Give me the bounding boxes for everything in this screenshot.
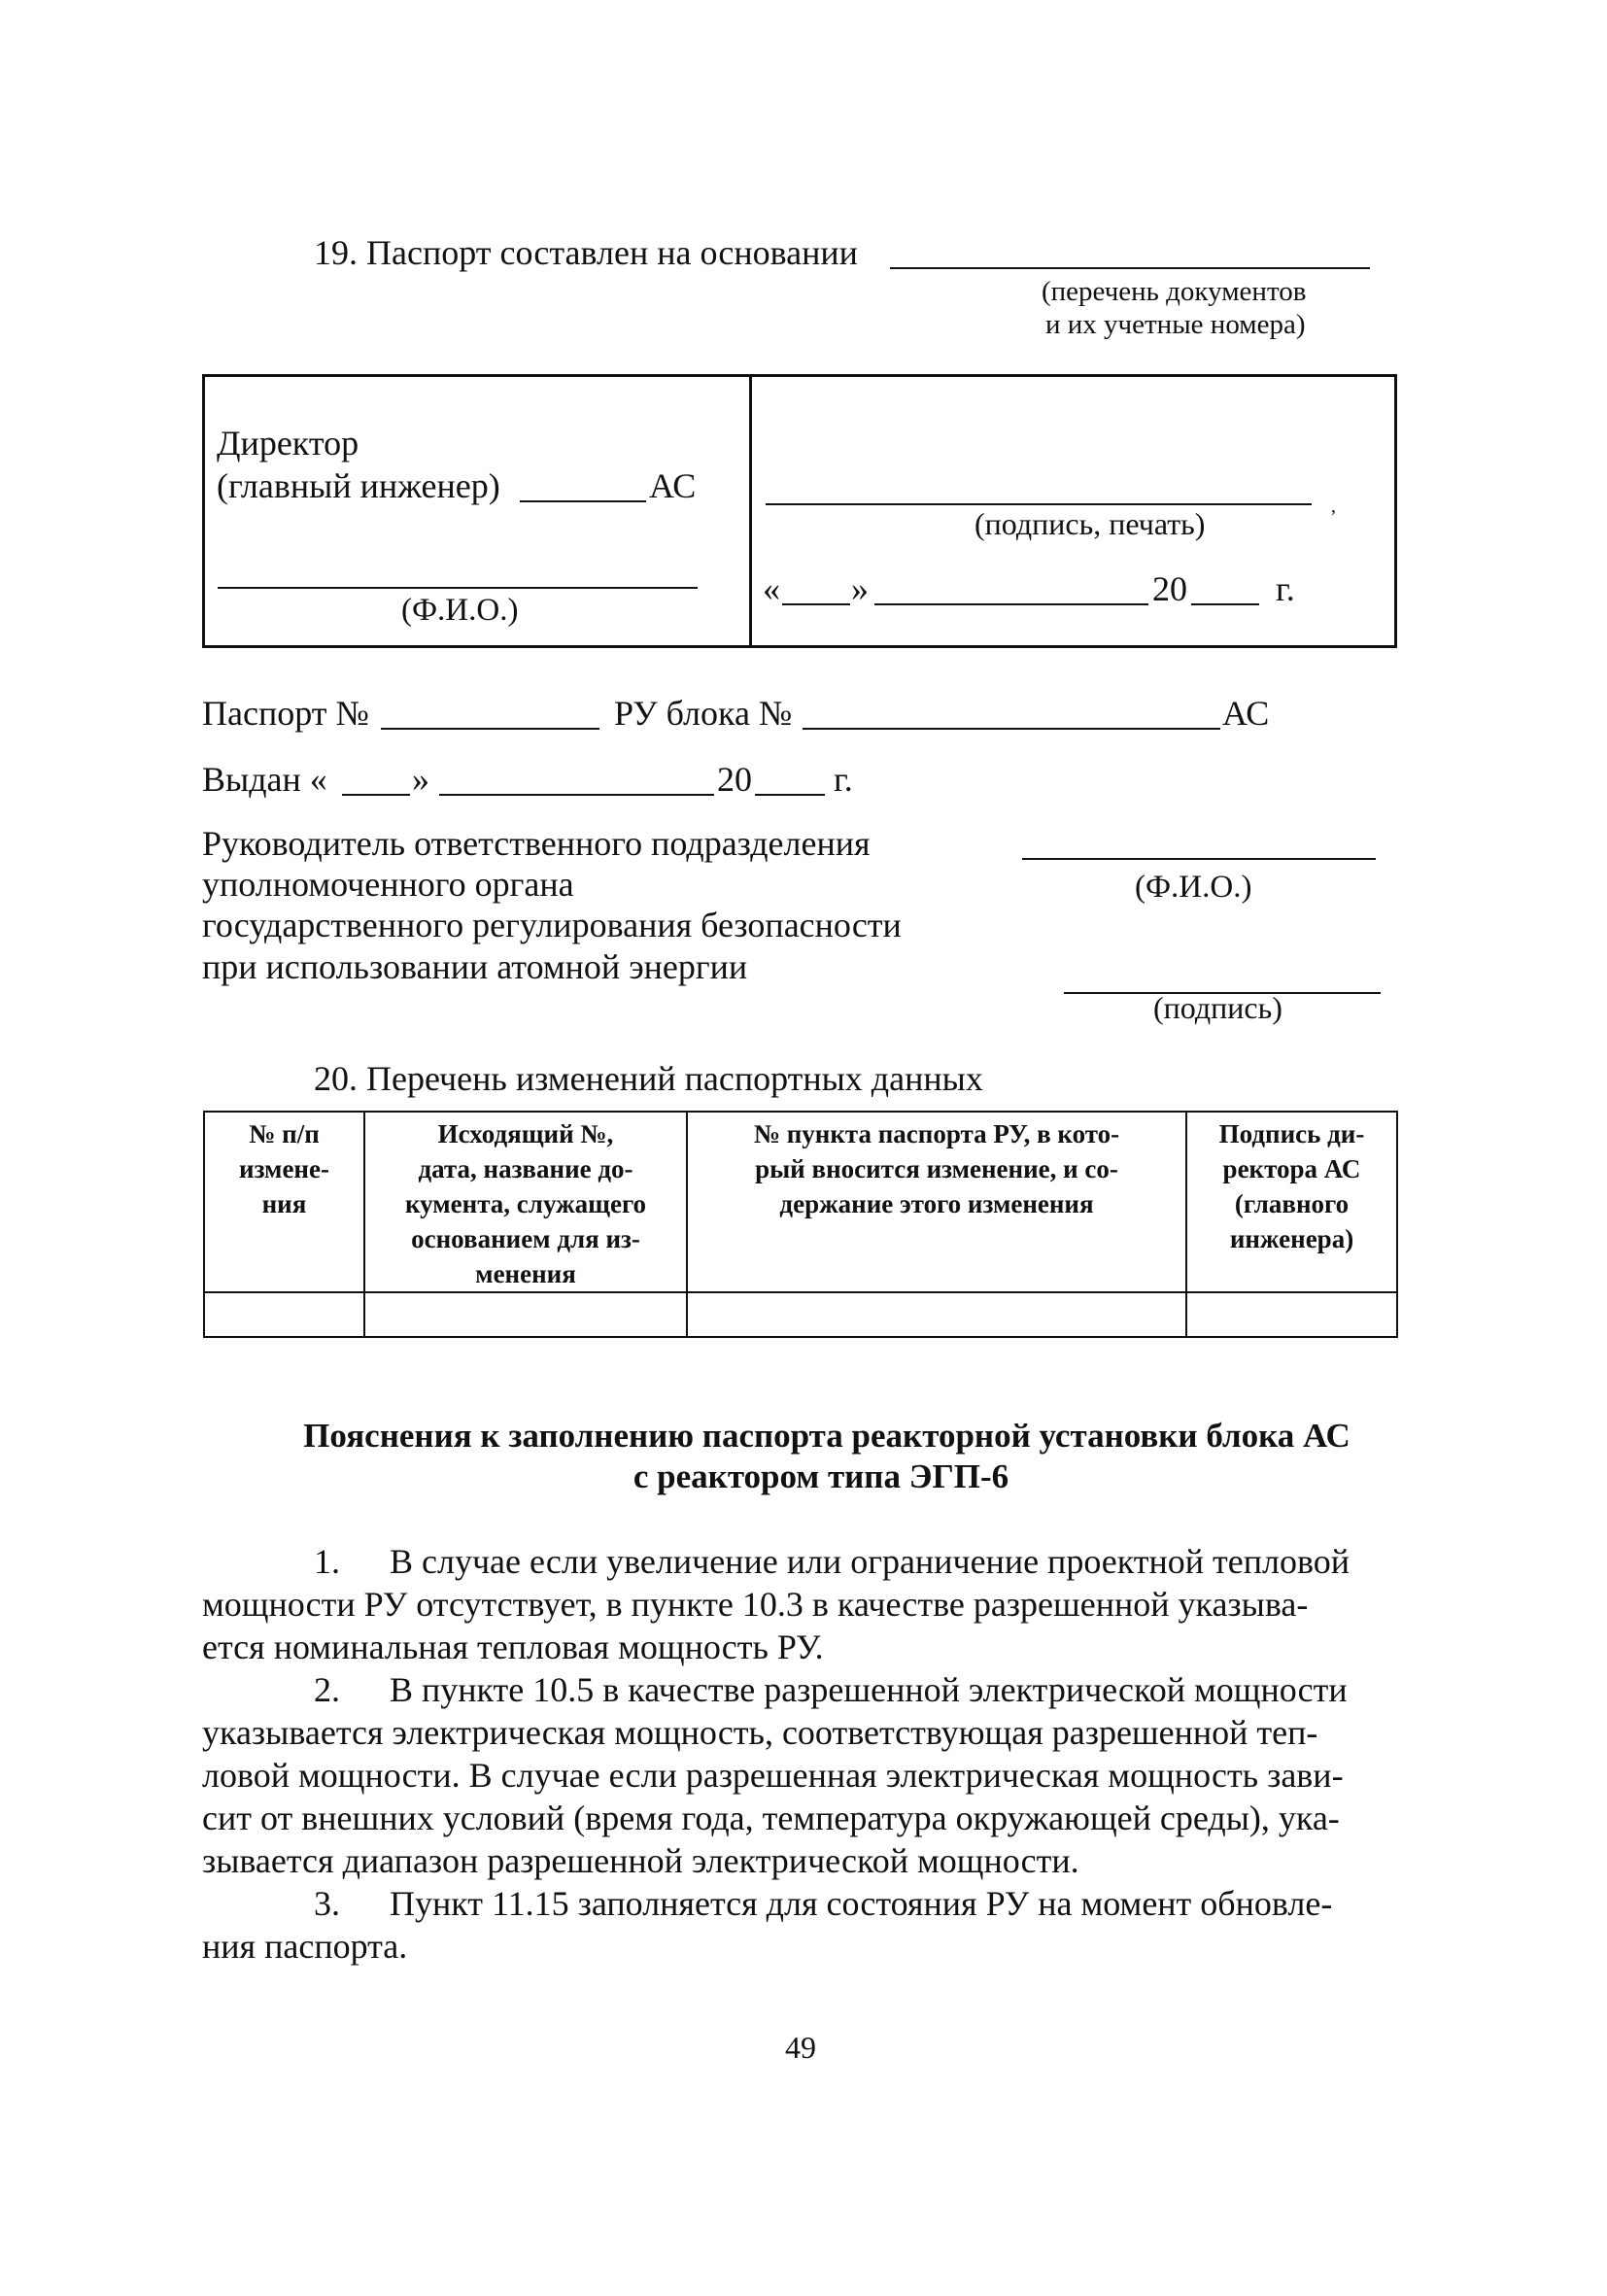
p1-line-3: ется номинальная тепловая мощность РУ.	[202, 1628, 824, 1666]
explanations-title-1: Пояснения к заполнению паспорта реакторной установки блока АС	[303, 1417, 1351, 1455]
issued-year-prefix: 20	[717, 760, 752, 799]
changes-table-header	[204, 1112, 1397, 1292]
passport-number-line[interactable]	[381, 728, 599, 730]
ac-name-line[interactable]	[520, 500, 646, 502]
item19-fill-line[interactable]	[890, 267, 1370, 269]
p2-number: 2.	[314, 1670, 340, 1709]
p1-line-2: мощности РУ отсутствует, в пункте 10.3 в качестве разрешенной указыва-	[202, 1585, 1309, 1624]
date-year-suffix: г.	[1276, 569, 1295, 608]
item20-title: 20. Перечень изменений паспортных данных	[314, 1059, 983, 1098]
page-number: 49	[785, 2030, 816, 2065]
item19-label: 19. Паспорт составлен на основании	[314, 233, 858, 272]
table-row	[204, 1292, 1397, 1337]
director-label: Директор	[217, 424, 359, 463]
explanations-title-2: с реактором типа ЭГП-6	[633, 1457, 1009, 1495]
sign-seal-caption: (подпись, печать)	[974, 506, 1206, 541]
date-month-line[interactable]	[874, 603, 1148, 605]
p3-line-2: ния паспорта.	[202, 1927, 408, 1966]
col-header-passport-item: № пункта паспорта РУ, в кото- рый вносится изменение, и со- держание этого изменения	[687, 1112, 1186, 1292]
head-line-2: уполномоченного органа	[202, 865, 574, 904]
issued-year-line[interactable]	[755, 794, 825, 796]
ru-block-number-line[interactable]	[803, 728, 1220, 730]
director-fio-caption: (Ф.И.О.)	[401, 593, 519, 628]
head-line-3: государственного регулирования безопасности	[202, 906, 902, 944]
issued-label: Выдан «	[202, 760, 327, 799]
director-fio-line[interactable]	[218, 587, 698, 589]
p3-number: 3.	[314, 1884, 340, 1923]
issued-year-suffix: г.	[834, 760, 853, 799]
table-cell[interactable]	[687, 1292, 1186, 1337]
changes-table	[203, 1111, 1398, 1338]
col-header-change-number: № п/п измене- ния	[204, 1112, 364, 1292]
p2-line-5: зывается диапазон разрешенной электрической мощности.	[202, 1841, 1079, 1880]
table-cell[interactable]	[1186, 1292, 1397, 1337]
head-line-4: при использовании атомной энергии	[202, 947, 748, 986]
ac-label: АС	[649, 466, 697, 505]
item19-note-1: (перечень документов	[1042, 276, 1307, 307]
p2-line-2: указывается электрическая мощность, соответствующая разрешенной теп-	[202, 1713, 1318, 1752]
issued-close-quote: »	[412, 760, 429, 799]
date-year-prefix: 20	[1152, 569, 1187, 608]
head-signature-caption: (подпись)	[1153, 990, 1282, 1025]
issued-month-line[interactable]	[439, 794, 714, 796]
col-header-outgoing-document: Исходящий №, дата, название до- кумента, служащего основанием для из- менения	[364, 1112, 687, 1292]
p1-line-1: В случае если увеличение или ограничение проектной тепловой	[390, 1542, 1350, 1581]
passport-number-label: Паспорт №	[202, 694, 369, 733]
date-close-quote: »	[851, 569, 869, 608]
date-open-quote: «	[763, 569, 780, 608]
ru-block-label: РУ блока №	[614, 694, 793, 733]
p2-line-1: В пункте 10.5 в качестве разрешенной электрической мощности	[390, 1670, 1348, 1709]
chief-engineer-label: (главный инженер)	[217, 466, 500, 505]
item19-note-2: и их учетные номера)	[1045, 309, 1306, 340]
stray-mark: ,	[1331, 496, 1336, 517]
table-cell[interactable]	[364, 1292, 687, 1337]
issued-day-line[interactable]	[342, 794, 410, 796]
head-fio-caption: (Ф.И.О.)	[1135, 870, 1252, 905]
p3-line-1: Пункт 11.15 заполняется для состояния РУ на момент обновле-	[390, 1884, 1333, 1923]
p1-number: 1.	[314, 1542, 340, 1581]
date-year-line[interactable]	[1191, 603, 1259, 605]
col-header-director-signature: Подпись ди- ректора АС (главного инженера)	[1186, 1112, 1397, 1292]
table-cell[interactable]	[204, 1292, 364, 1337]
signature-box-divider	[749, 377, 752, 645]
p2-line-3: ловой мощности. В случае если разрешенная электрическая мощность зави-	[202, 1756, 1344, 1795]
head-fio-line[interactable]	[1022, 858, 1376, 860]
head-line-1: Руководитель ответственного подразделения	[202, 824, 871, 863]
date-day-line[interactable]	[782, 603, 850, 605]
passport-ac-label: АС	[1222, 694, 1270, 733]
signature-box	[202, 374, 1397, 648]
p2-line-4: сит от внешних условий (время года, температура окружающей среды), ука-	[202, 1799, 1340, 1837]
